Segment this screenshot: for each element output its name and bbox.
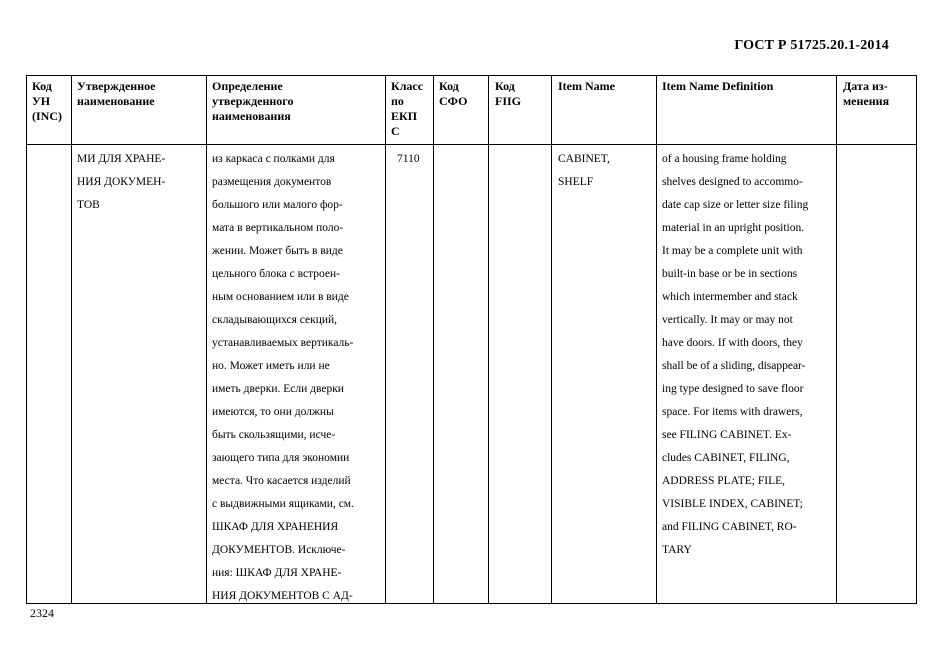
header-line: Код [495,79,515,93]
text-line: shelves designed to accommo- [662,176,803,188]
document-header: ГОСТ Р 51725.20.1-2014 [734,38,889,53]
text-line: МИ ДЛЯ ХРАНЕ- [77,153,166,165]
text-line: ния: ШКАФ ДЛЯ ХРАНЕ- [212,567,342,579]
text-line: material in an upright position. [662,222,805,234]
header-item-name [558,79,615,94]
text-line: НИЯ ДОКУМЕНТОВ С АД- [212,590,353,602]
text-line: see FILING CABINET. Ex- [662,429,792,441]
text-line: с выдвижными ящиками, см. [212,498,354,510]
header-change-date [843,79,889,109]
text-line: ДОКУМЕНТОВ. Исключе- [212,544,346,556]
header-line: наименование [77,94,155,108]
header-line: менения [843,94,890,108]
column-divider [656,76,657,603]
text-line: ing type designed to save floor [662,383,804,395]
header-line: Дата из- [843,79,888,93]
header-sfo-code [439,79,467,109]
column-divider [488,76,489,603]
text-line: TARY [662,544,692,556]
text-line: 7110 [397,153,420,165]
text-line: ADDRESS PLATE; FILE, [662,475,785,487]
header-line: по [391,94,404,108]
text-line: which intermember and stack [662,291,798,303]
text-line: зающего типа для экономии [212,452,350,464]
page-number: 2324 [30,606,54,620]
header-line: Item Name Definition [662,79,774,93]
cell-definition [212,148,354,608]
header-line: FIIG [495,94,522,108]
text-line: date cap size or letter size filing [662,199,809,211]
text-line: cludes CABINET, FILING, [662,452,790,464]
cell-approved-name [77,148,165,217]
header-line: Класс [391,79,424,93]
header-line: (INC) [32,109,62,123]
data-table [26,75,917,604]
cell-class-ekps [397,148,420,171]
column-divider [71,76,72,603]
header-line: Утвержденное [77,79,156,93]
text-line: жении. Может быть в виде [212,245,343,257]
text-line: большого или малого фор- [212,199,343,211]
text-line: устанавливаемых вертикаль- [212,337,354,349]
text-line: складывающихся секций, [212,314,338,326]
text-line: space. For items with drawers, [662,406,803,418]
cell-item-name [558,148,610,194]
text-line: места. Что касается изделий [212,475,351,487]
header-line: Item Name [558,79,615,93]
header-fiig-code [495,79,521,109]
text-line: цельного блока с встроен- [212,268,340,280]
header-line: С [391,124,400,138]
header-line: Определение [212,79,283,93]
text-line: have doors. If with doors, they [662,337,803,349]
text-line: and FILING CABINET, RO- [662,521,797,533]
header-divider [27,144,916,145]
header-line: УН [32,94,51,108]
header-definition [212,79,293,124]
column-divider [836,76,837,603]
text-line: vertically. It may or may not [662,314,793,326]
text-line: из каркаса с полками для [212,153,335,165]
header-line: СФО [439,94,468,108]
header-inc [32,79,62,124]
header-line: наименования [212,109,291,123]
text-line: НИЯ ДОКУМЕН- [77,176,166,188]
text-line: размещения документов [212,176,332,188]
text-line: ШКАФ ДЛЯ ХРАНЕНИЯ [212,521,339,533]
header-item-name-definition [662,79,773,94]
header-line: Код [32,79,52,93]
column-divider [206,76,207,603]
cell-item-name-definition [662,148,808,562]
text-line: built-in base or be in sections [662,268,798,280]
header-line: утвержденного [212,94,294,108]
text-line: of a housing frame holding [662,153,787,165]
header-approved-name [77,79,155,109]
header-line: ЕКП [391,109,418,123]
header-line: Код [439,79,459,93]
text-line: shall be of a sliding, disappear- [662,360,806,372]
column-divider [433,76,434,603]
text-line: ТОВ [77,199,100,211]
column-divider [385,76,386,603]
text-line: но. Может иметь или не [212,360,330,372]
text-line: CABINET, [558,153,610,165]
header-class-ekps [391,79,423,139]
text-line: имеются, то они должны [212,406,334,418]
text-line: ным основанием или в виде [212,291,349,303]
column-divider [551,76,552,603]
text-line: It may be a complete unit with [662,245,803,257]
text-line: SHELF [558,176,594,188]
text-line: VISIBLE INDEX, CABINET; [662,498,803,510]
text-line: иметь дверки. Если дверки [212,383,344,395]
text-line: мата в вертикальном поло- [212,222,344,234]
text-line: быть скользящими, исче- [212,429,336,441]
